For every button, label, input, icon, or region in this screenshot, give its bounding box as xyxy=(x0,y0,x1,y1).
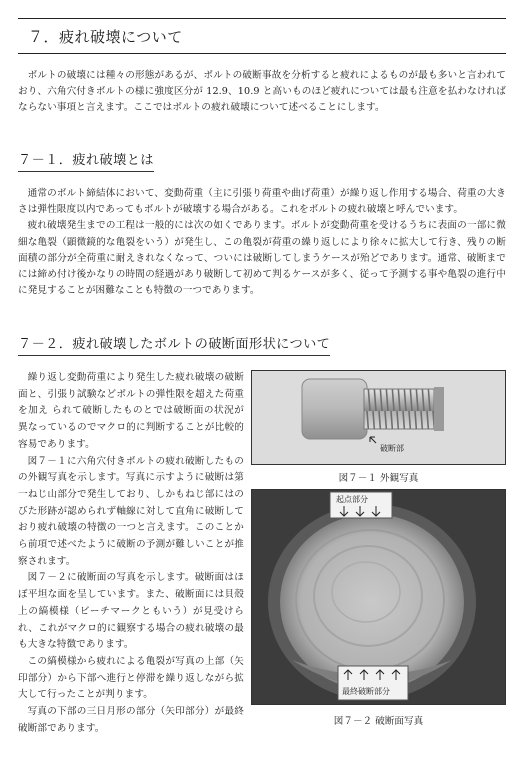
subsection-2-paragraph: 図７－１に六角穴付きボルトの疲れ破断したものの外観写真を示します。写真に示すように破断は第一ねじ山部分で発生しており、しかもねじ部にはのびた形跡が認められず軸線に対して直角に破断しており疲れ破壊の特徴の一つと言えます。このことから前項で述べたように破断の予測が難しいことが推察されます。 xyxy=(18,455,244,567)
subsection-heading-2: ７－２．疲れ破壊したボルトの破断面形状について xyxy=(18,336,330,356)
subsection-1-paragraph: 疲れ破壊発生までの工程は一般的には次の如くであります。ボルトが変動荷重を受けるうちに表面の一部に微細な亀裂（顕微鏡的な亀裂をいう）が発生し、この亀裂が荷重の繰り返しにより徐々に拡大して行き、残りの断面積の部分が全荷重に耐えきれなくなって、ついには破断してしまうケースが殆どであります。通常、破断までには締め付け後かなりの時間の経過があり破断して初めて判るケースが多く、従って予測する事や亀裂の進行中に発見することが困難なことも特徴の一つであります。 xyxy=(18,220,506,297)
figure-1-frame xyxy=(251,370,506,465)
fracture-surface-photo xyxy=(252,490,505,704)
bolt-photo xyxy=(252,371,505,464)
subsection-2-paragraph: この縞模様から疲れによる亀裂が写真の上部（矢印部分）から下部へ進行と停滞を繰り返しながら拡大して行ったことが判ります。 xyxy=(18,655,244,701)
subsection-2-paragraph: 写真の下部の三日月形の部分（矢印部分）が最終破断部であります。 xyxy=(18,706,244,734)
figure-1-caption: 図７－１ 外観写真 xyxy=(338,473,419,484)
fracture-label: 破断部 xyxy=(380,444,404,453)
intro-text: ボルトの破壊には種々の形態があるが、ボルトの破断事故を分析すると疲れによるものが最も多いと言われており、六角穴付きボルトの様に強度区分が 12.9、10.9 と高いものほど疲れについては最も注意を払わなければならない事項と言えます。ここではボルトの疲れ破壊について述べることにします。 xyxy=(18,70,506,114)
subsection-2-paragraph: 繰り返し変動荷重により発生した疲れ破壊の破断面と、引張り試験などボルトの弾性限を超えた荷重を加え られて破断したものとでは破断面の状況が異なっているのでマクロ的に判断することが比較的容易であります。 xyxy=(18,372,244,450)
subsection-2-body xyxy=(18,370,244,737)
subsection-1-body xyxy=(18,186,506,299)
figure-2-frame xyxy=(251,489,506,705)
page-title: ７．疲れ破壊について xyxy=(18,18,506,54)
subsection-1-paragraph: 通常のボルト締結体において、変動荷重（主に引張り荷重や曲げ荷重）が繰り返し作用する場合、荷重の大きさは弾性限度以内であってもボルトが破壊する場合がある。これをボルトの疲れ破壊と呼んでいます。 xyxy=(18,188,506,216)
subsection-heading-1: ７－１．疲れ破壊とは xyxy=(18,152,154,172)
final-fracture-label: 最終破断部分 xyxy=(342,687,390,696)
intro-paragraph xyxy=(18,68,506,117)
subsection-2-paragraph: 図７－２に破断面の写真を示します。破断面はほぼ平坦な面を呈しています。また、破断面には貝殻上の縞模様（ビーチマークともいう）が見受けられ、これがマクロ的に観察する場合の疲れ破壊の最も大きな特徴であります。 xyxy=(18,572,244,651)
figure-2-caption: 図７－２ 破断面写真 xyxy=(333,716,424,727)
origin-label: 起点部分 xyxy=(336,495,368,504)
